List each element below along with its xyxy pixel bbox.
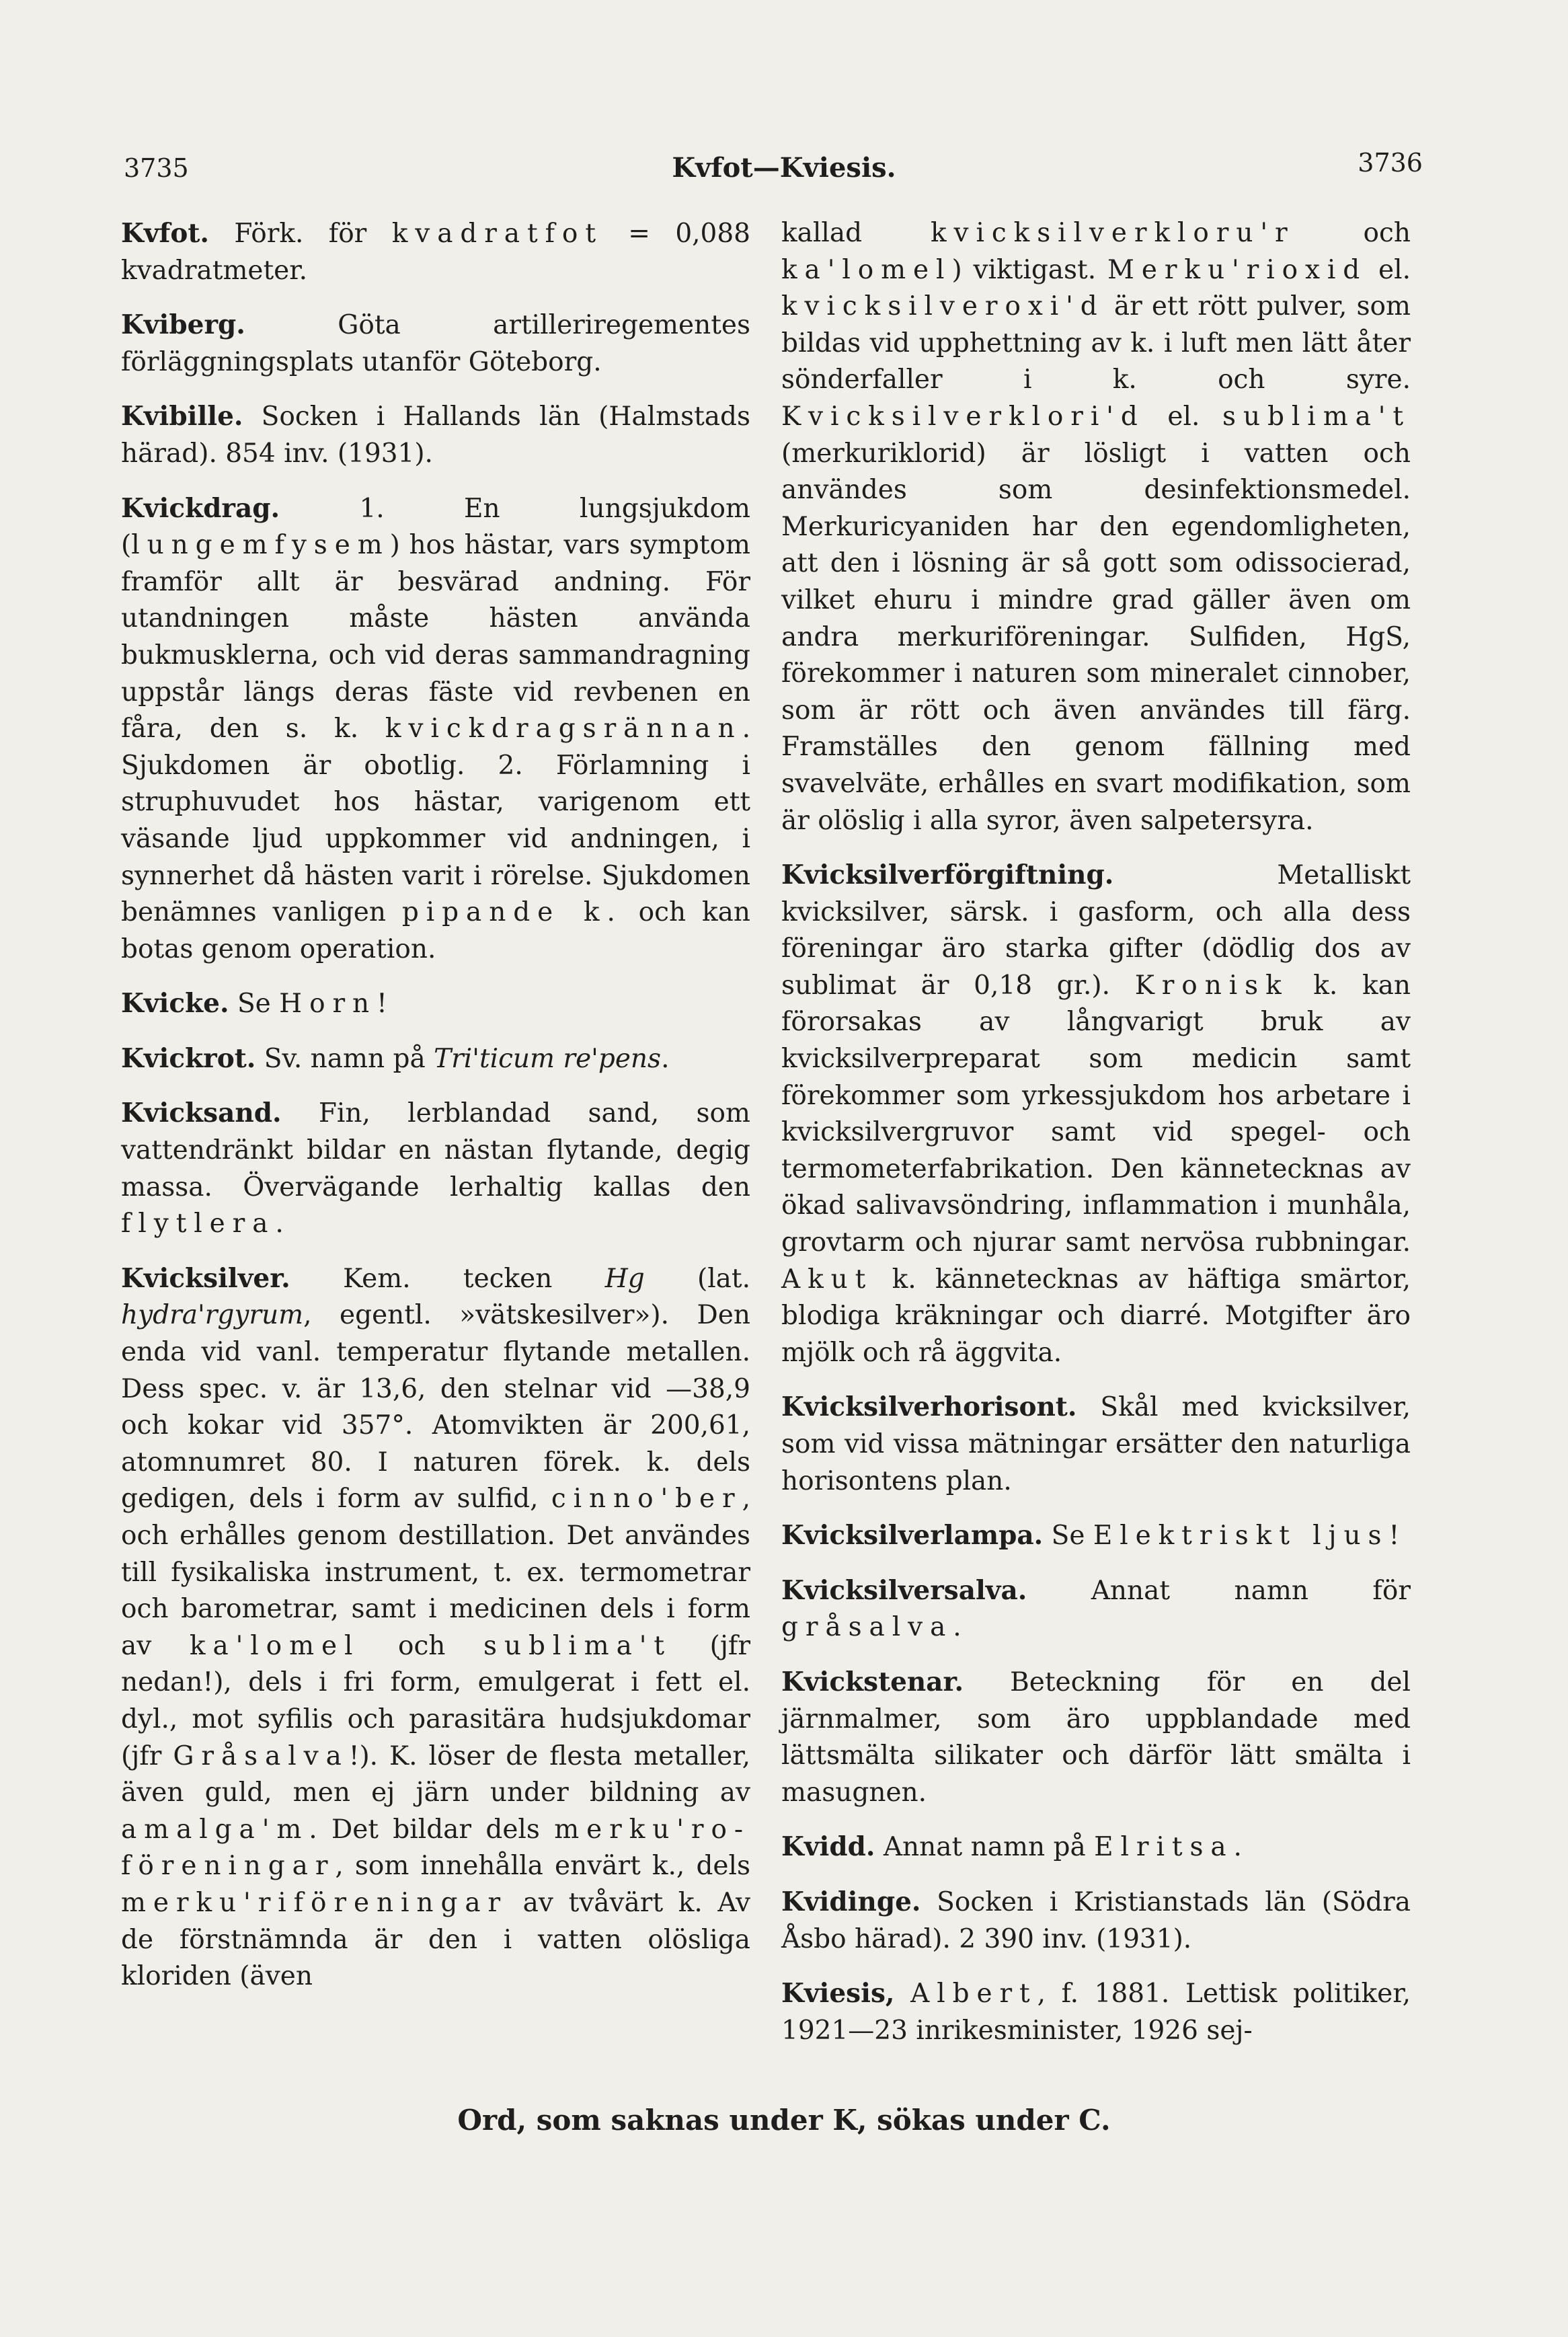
spaced-term: Horn	[279, 989, 377, 1020]
entry-text: . Sjukdomen är obotlig. 2. Förlamning i struphuvudet hos hästar, varigenom ett väsande ljud uppkommer vid andningen, i synnerhet då hästen varit i rörelse. Sjukdomen benämnes vanligen	[121, 714, 750, 928]
entry-text: .	[953, 1612, 962, 1643]
spaced-term: cinno'ber	[551, 1484, 742, 1515]
entry-kvickdrag	[121, 490, 750, 968]
spaced-term: merku'ro-föreningar	[121, 1814, 750, 1882]
entry-text: och	[1294, 218, 1411, 248]
headword: Kvicksilverförgiftning.	[781, 859, 1114, 891]
spaced-term: sublima't	[483, 1630, 672, 1661]
italic-term: hydra'rgyrum	[121, 1300, 304, 1331]
entry-text: Metalliskt kvicksilver, särsk. i gasform, och alla dess föreningar äro starka gifter (dödlig dos av sublimat är 0,18 gr.).	[781, 860, 1411, 1001]
entry-kvicksilversalva	[781, 1572, 1411, 1646]
spaced-term: gråsalva	[781, 1612, 953, 1643]
entry-text: Fin, lerblandad sand, som vattendränkt bildar en nästan flytande, degig massa. Övervägande lerhaltig kallas den	[121, 1098, 750, 1202]
spaced-term: Merku'rioxid	[1107, 254, 1368, 285]
entry-text: .	[1233, 1832, 1242, 1863]
entry-kvibille	[121, 398, 750, 472]
entry-kvidd	[781, 1829, 1411, 1866]
right-column	[781, 215, 1411, 2067]
entry-kviesis	[781, 1975, 1411, 2049]
entry-text: Göta artilleriregementes förläggningsplats utanför Göteborg.	[121, 310, 750, 377]
entry-text: Se	[1043, 1521, 1093, 1551]
entry-text: .	[661, 1043, 670, 1074]
entry-text: (merkuriklorid) är lösligt i vatten och användes som desinfektionsmedel. Merkuricyaniden har den egendomligheten, att den i lösning är så gott som odissocierad, vilket ehuru i mindre grad gäller även om andra merkuriföreningar. Sulfiden, HgS, förekommer i naturen som mineralet cinnober, som är rött och även användes till färg. Framställes den genom fällning med svavelväte, erhålles en svart modifikation, som är olöslig i alla syror, även salpetersyra.	[781, 438, 1411, 836]
entry-text: Skål med kvicksilver, som vid vissa mätningar ersätter den naturliga horisontens plan.	[781, 1392, 1411, 1496]
entry-text: 1. En lungsjukdom (	[121, 493, 750, 561]
headword: Kvibille.	[121, 401, 243, 432]
spaced-term: ka'lomel	[781, 254, 952, 285]
page-number-right: 3736	[1358, 148, 1423, 178]
spaced-term: Kronisk	[1134, 970, 1289, 1001]
headword: Kvicksilversalva.	[781, 1574, 1027, 1606]
spaced-term: ka'lomel	[189, 1630, 360, 1661]
entry-text: kallad	[781, 218, 931, 248]
entry-text: ) hos hästar, vars symptom framför allt är besvärad andning. För utandningen måste hästen använda bukmusklerna, och vid deras sammandragning uppstår längs deras fäste vid revbenen en fåra, den s. k.	[121, 530, 750, 744]
running-head: Kvfot—Kviesis.	[672, 152, 896, 184]
spaced-term: kvicksilveroxi'd	[781, 291, 1105, 322]
entry-text: el.	[1367, 254, 1411, 285]
spaced-term: merku'riföreningar	[121, 1887, 508, 1918]
spaced-term: Kvicksilverklori'd	[781, 401, 1145, 432]
entry-text: Socken i Kristianstads län (Södra Åsbo härad). 2 390 inv. (1931).	[781, 1886, 1411, 1954]
italic-term: Tri'ticum re'pens	[434, 1043, 662, 1074]
entry-text: , egentl. »vätskesilver»). Den enda vid vanl. temperatur flytande metallen. Dess spec. v. är 13,6, den stelnar vid —38,9 och kokar vid 357°. Atomvikten är 200,61, atomnumret 80. I naturen förek. k. dels gedigen, dels i form av sulfid,	[121, 1300, 750, 1515]
headword: Kvidinge.	[781, 1886, 921, 1917]
spaced-term: pipande k.	[401, 897, 623, 928]
entry-text: Socken i Hallands län (Halmstads härad). 854 inv. (1931).	[121, 401, 750, 469]
spaced-term: lungemfysem	[131, 530, 390, 561]
page-number-left: 3735	[124, 153, 189, 183]
entry-text: el.	[1144, 401, 1223, 432]
entry-text: är ett rött pulver, som bildas vid upphettning av k. i luft men lätt åter sönderfaller i k. och syre.	[781, 291, 1411, 395]
entry-text: Kem. tecken	[290, 1263, 605, 1294]
entry-kvfot	[121, 215, 750, 289]
spaced-term: sublima't	[1222, 401, 1411, 432]
entry-text: Sv. namn på	[256, 1043, 434, 1074]
entry-text: !). K. löser de flesta metaller, även guld, men ej järn under bildning av	[121, 1740, 750, 1808]
entry-kvidinge	[781, 1884, 1411, 1958]
entry-text: = 0,088 kvadratmeter.	[121, 219, 750, 286]
entry-text: (jfr nedan!), dels i fri form, emulgerat i fett el. dyl., mot syfilis och parasitära hudsjukdomar (jfr	[121, 1630, 750, 1771]
entry-text: , f. 1881. Lettisk politiker, 1921—23 inrikesminister, 1926 sej-	[781, 1979, 1411, 2046]
spaced-term: flytlera	[121, 1209, 276, 1239]
entry-text: av tvåvärt k. Av de förstnämnda är den i vatten olösliga kloriden (även	[121, 1887, 750, 1992]
entry-text: .	[275, 1209, 284, 1239]
entry-kvicke	[121, 985, 750, 1023]
headword: Kvicke.	[121, 988, 229, 1020]
entry-text: Annat namn på	[875, 1832, 1095, 1863]
headword: Kviesis,	[781, 1978, 895, 2009]
entry-text: Förk. för	[208, 219, 392, 249]
italic-term: Hg	[604, 1263, 645, 1294]
spaced-term: Elektriskt ljus	[1093, 1521, 1389, 1551]
headword: Kvicksand.	[121, 1098, 282, 1129]
entry-text: k. kännetecknas av häftiga smärtor, blodiga kräkningar och diarré. Motgifter äro mjölk och rå äggvita.	[781, 1264, 1411, 1368]
entry-kviberg	[121, 307, 750, 381]
entry-kvicksilver-cont	[781, 215, 1411, 839]
left-column	[121, 215, 750, 2013]
headword: Kvidd.	[781, 1831, 875, 1863]
entry-text: !	[377, 989, 387, 1020]
entry-kvicksilverhorisont	[781, 1389, 1411, 1500]
spaced-term: Elritsa	[1094, 1832, 1234, 1863]
entry-text: och	[360, 1630, 484, 1661]
spaced-term: kvickdragsrännan	[385, 714, 742, 744]
entry-kvicksilver	[121, 1260, 750, 1995]
entry-text: , som innehålla envärt k., dels	[335, 1851, 750, 1882]
entry-text	[895, 1979, 911, 2009]
entry-text: , och erhålles genom destillation. Det användes till fysikaliska instrument, t. ex. termometrar och barometrar, samt i medicinen dels i form av	[121, 1484, 750, 1661]
entry-text: och kan botas genom operation.	[121, 897, 750, 964]
entry-text: !	[1388, 1521, 1400, 1551]
entry-text: Se	[229, 989, 280, 1020]
headword: Kvickrot.	[121, 1042, 256, 1074]
entry-kvickrot	[121, 1040, 750, 1078]
entry-kvicksand	[121, 1095, 750, 1242]
entry-kvickstenar	[781, 1664, 1411, 1811]
entry-text: Annat namn för	[1027, 1575, 1411, 1606]
entry-text: ) viktigast.	[951, 254, 1107, 285]
headword: Kvicksilverlampa.	[781, 1520, 1044, 1551]
footer-note: Ord, som saknas under K, sökas under C.	[457, 2104, 1111, 2137]
entry-kvicksilverlampa	[781, 1517, 1411, 1555]
headword: Kvicksilverhorisont.	[781, 1391, 1077, 1423]
spaced-term: kvicksilverkloru'r	[931, 218, 1295, 248]
entry-text: Beteckning för en del järnmalmer, som äro uppblandade med lättsmälta silikater och därför lätt smälta i masugnen.	[781, 1666, 1411, 1808]
headword: Kvicksilver.	[121, 1262, 290, 1294]
spaced-term: kvadratfot	[391, 219, 603, 249]
entry-text: (lat.	[644, 1263, 750, 1294]
entry-text: . Det bildar dels	[309, 1814, 555, 1845]
headword: Kviberg.	[121, 309, 245, 341]
headword: Kvfot.	[121, 218, 209, 249]
spaced-term: amalga'm	[121, 1814, 309, 1845]
spaced-term: Gråsalva	[173, 1740, 349, 1771]
headword: Kvickdrag.	[121, 492, 280, 524]
spaced-term: Akut	[781, 1264, 873, 1295]
entry-kvicksilverforgiftning	[781, 857, 1411, 1371]
spaced-term: Albert	[910, 1979, 1037, 2009]
entry-text: k. kan förorsakas av långvarigt bruk av kvicksilverpreparat som medicin samt förekommer som yrkessjukdom hos arbetare i kvicksilvergruvor samt vid spegel- och termometerfabrikation. Den kännetecknas av ökad salivavsöndring, inflammation i munhåla, grovtarm och njurar samt nervösa rubbningar.	[781, 970, 1411, 1258]
headword: Kvickstenar.	[781, 1666, 964, 1697]
